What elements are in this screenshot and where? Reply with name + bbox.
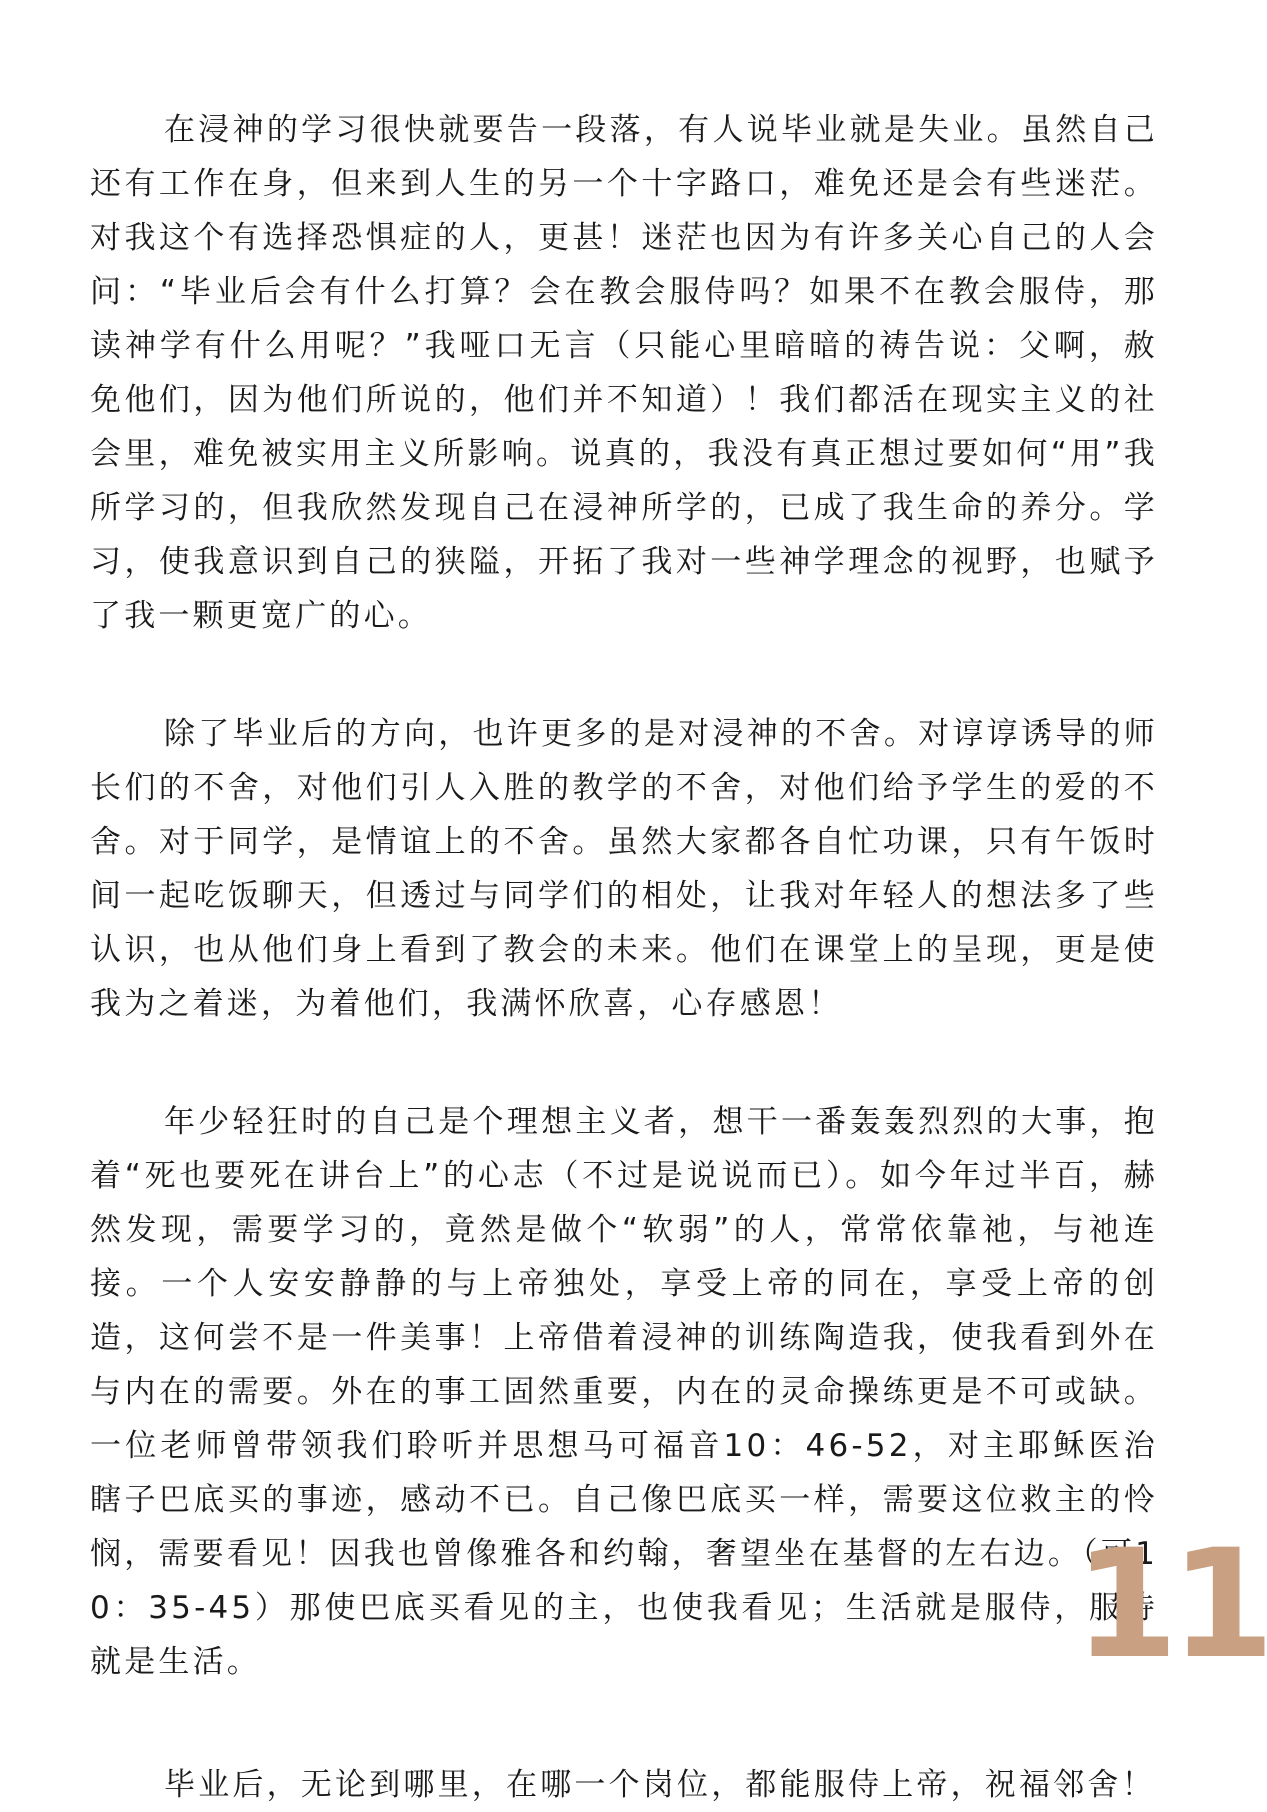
article-body: [90, 103, 1158, 1812]
paragraph-4: 毕业后，无论到哪里，在哪一个岗位，都能服侍上帝，祝福邻舍！: [164, 1767, 1156, 1803]
paragraph-3: 年少轻狂时的自己是个理想主义者，想干一番轰轰烈烈的大事，抱着“死也要死在讲台上”的心志（不过是说说而已）。如今年过半百，赫然发现，需要学习的，竟然是做个“软弱”的人，常常依靠祂，与祂连接。一个人安安静静的与上帝独处，享受上帝的同在，享受上帝的创造，这何尝不是一件美事！上帝借着浸神的训练陶造我，使我看到外在与内在的需要。外在的事工固然重要，内在的灵命操练更是不可或缺。一位老师曾带领我们聆听并思想马可福音10：46-52，对主耶稣医治瞎子巴底买的事迹，感动不已。自己像巴底买一样，需要这位救主的怜悯，需要看见！因我也曾像雅各和约翰，奢望坐在基督的左右边。（可10：35-45）那使巴底买看见的主，也使我看见；生活就是服侍，服侍就是生活。: [90, 1104, 1158, 1680]
paragraph-2: 除了毕业后的方向，也许更多的是对浸神的不舍。对谆谆诱导的师长们的不舍，对他们引人入胜的教学的不舍，对他们给予学生的爱的不舍。对于同学，是情谊上的不舍。虽然大家都各自忙功课，只有午饭时间一起吃饭聊天，但透过与同学们的相处，让我对年轻人的想法多了些认识，也从他们身上看到了教会的未来。他们在课堂上的呈现，更是使我为之着迷，为着他们，我满怀欣喜，心存感恩！: [90, 716, 1158, 1022]
page-number: 11: [1074, 1518, 1267, 1692]
paragraph-1: 在浸神的学习很快就要告一段落，有人说毕业就是失业。虽然自己还有工作在身，但来到人生的另一个十字路口，难免还是会有些迷茫。对我这个有选择恐惧症的人，更甚！迷茫也因为有许多关心自己的人会问：“毕业后会有什么打算？会在教会服侍吗？如果不在教会服侍，那读神学有什么用呢？”我哑口无言（只能心里暗暗的祷告说：父啊，赦免他们，因为他们所说的，他们并不知道）！我们都活在现实主义的社会里，难免被实用主义所影响。说真的，我没有真正想过要如何“用”我所学习的，但我欣然发现自己在浸神所学的，已成了我生命的养分。学习，使我意识到自己的狭隘，开拓了我对一些神学理念的视野，也赋予了我一颗更宽广的心。: [90, 112, 1158, 634]
